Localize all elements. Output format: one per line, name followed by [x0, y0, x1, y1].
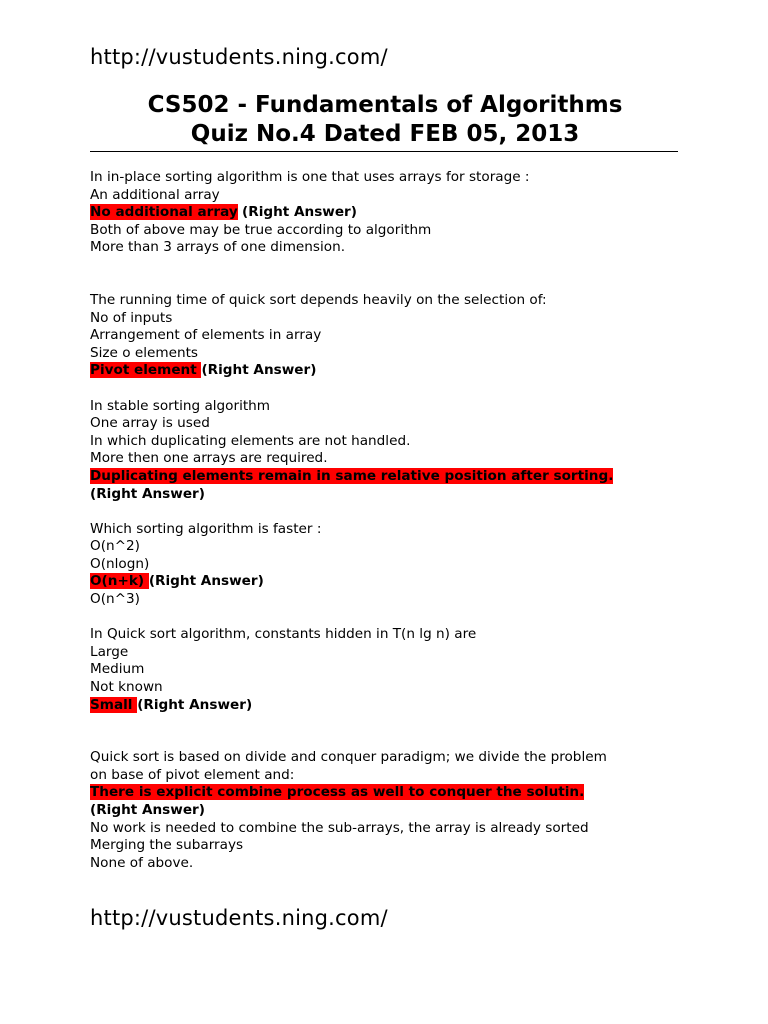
option: None of above.: [90, 854, 194, 871]
question-text: In in-place sorting algorithm is one that uses arrays for storage :: [90, 169, 530, 185]
correct-answer-highlight: There is explicit combine process as well to conquer the solutin.: [90, 784, 585, 801]
title-divider: [90, 151, 678, 152]
option-correct: [90, 573, 690, 591]
option: Large: [90, 643, 129, 660]
right-answer-mark: (Right Answer): [242, 204, 357, 221]
option: O(n^3): [90, 591, 140, 608]
option-correct: [90, 784, 690, 802]
question-5: [90, 626, 690, 714]
option: Arrangement of elements in array: [90, 327, 322, 344]
question-text: Quick sort is based on divide and conquer paradigm; we divide the problem: [90, 749, 607, 766]
option: No of inputs: [90, 309, 173, 326]
header-url[interactable]: http://vustudents.ning.com/: [90, 45, 388, 69]
option: Medium: [90, 661, 145, 678]
quiz-body: [90, 169, 690, 872]
footer-url[interactable]: http://vustudents.ning.com/: [90, 906, 388, 930]
correct-answer-highlight: O(n+k): [90, 573, 149, 590]
question-text: Which sorting algorithm is faster :: [90, 520, 322, 537]
question-1: [90, 169, 690, 257]
question-4: [90, 521, 690, 609]
question-text: In Quick sort algorithm, constants hidden in T(n lg n) are: [90, 626, 477, 643]
option: In which duplicating elements are not handled.: [90, 432, 411, 449]
option: Not known: [90, 679, 163, 696]
option: More than 3 arrays of one dimension.: [90, 239, 346, 256]
correct-answer-highlight: Duplicating elements remain in same relative position after sorting.: [90, 467, 614, 484]
option: Both of above may be true according to algorithm: [90, 221, 432, 238]
option: Merging the subarrays: [90, 837, 244, 854]
right-answer-mark: (Right Answer): [90, 802, 205, 818]
option: More then one arrays are required.: [90, 450, 328, 467]
page-title: [90, 91, 680, 149]
title-line-2: Quiz No.4 Dated FEB 05, 2013: [190, 121, 580, 147]
option: O(n^2): [90, 538, 140, 555]
option-correct: [90, 468, 690, 486]
right-answer-mark: (Right Answer): [90, 485, 205, 502]
option: Size o elements: [90, 344, 198, 361]
right-answer-mark: (Right Answer): [148, 573, 264, 590]
right-answer-mark: (Right Answer): [201, 362, 317, 379]
option-correct: [90, 362, 690, 380]
option: One array is used: [90, 415, 210, 432]
option-correct: [90, 697, 690, 715]
question-2: [90, 292, 690, 380]
option: An additional array: [90, 186, 220, 203]
option: O(nlogn): [90, 555, 150, 572]
question-3: [90, 398, 690, 504]
title-line-1: CS502 - Fundamentals of Algorithms: [147, 92, 623, 118]
question-6: [90, 749, 690, 872]
question-text-continued: on base of pivot element and:: [90, 766, 295, 783]
option-correct: [90, 204, 690, 222]
correct-answer-highlight: Pivot element: [90, 362, 202, 379]
option: No work is needed to combine the sub-arrays, the array is already sorted: [90, 819, 589, 836]
question-text: The running time of quick sort depends heavily on the selection of:: [90, 291, 547, 308]
question-text: In stable sorting algorithm: [90, 397, 271, 414]
right-answer-mark: (Right Answer): [137, 696, 253, 713]
correct-answer-highlight: No additional array: [90, 204, 238, 221]
correct-answer-highlight: Small: [90, 696, 138, 713]
